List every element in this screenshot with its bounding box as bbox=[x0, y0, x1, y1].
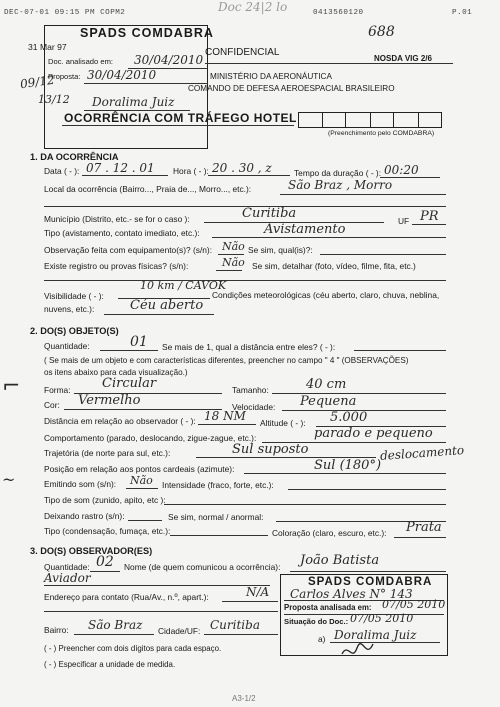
comportamento-value: parado e pequeno bbox=[314, 426, 433, 441]
nuvens-value: Céu aberto bbox=[130, 298, 204, 313]
situacao-value: 07/05 2010 bbox=[350, 612, 414, 625]
a-label: a) bbox=[318, 634, 326, 644]
velocidade-value: Pequena bbox=[300, 394, 357, 409]
top-stamp-title: SPADS COMDABRA bbox=[80, 26, 214, 40]
coloracao-label: Coloração (claro, escuro, etc.): bbox=[272, 528, 387, 538]
side-number: 09/12 bbox=[19, 72, 56, 92]
municipio-value: Curitiba bbox=[242, 206, 297, 221]
altitude-value: 5.000 bbox=[330, 410, 368, 425]
forma-value: Circular bbox=[102, 376, 157, 391]
bottom-proposta-value: 07/05 2010 bbox=[382, 598, 446, 611]
scribble-signature bbox=[340, 640, 376, 664]
velocidade-label: Velocidade: bbox=[232, 402, 276, 412]
tipo-som-label: Tipo de som (zunido, apito, etc ): bbox=[44, 495, 166, 505]
endereco-value: N/A bbox=[246, 585, 270, 599]
observacao-value: Não bbox=[222, 240, 245, 253]
tipo-value: Avistamento bbox=[264, 222, 346, 237]
note-line-2: os itens abaixo para cada visualização.) bbox=[44, 368, 188, 377]
foot-note-1: ( - ) Preencher com dois dígitos para cada espaço. bbox=[44, 644, 222, 653]
distancia-label: Se mais de 1, qual a distância entre eles? ( - ): bbox=[162, 342, 336, 352]
municipio-label: Município (Distrito, etc.- se for o caso ): bbox=[44, 214, 190, 224]
bottom-stamp-title: SPADS COMDABRA bbox=[308, 576, 433, 588]
tipo-label: Tipo (avistamento, contato imediato, etc.): bbox=[44, 228, 200, 238]
obs-quantidade-label: Quantidade: bbox=[44, 562, 90, 572]
quantidade-label: Quantidade: bbox=[44, 341, 90, 351]
posicao-label: Posição em relação aos pontos cardeais (azimute): bbox=[44, 464, 235, 474]
section-3-title: 3. DO(S) OBSERVADOR(ES) bbox=[30, 546, 153, 556]
hora-label: Hora ( - ): bbox=[173, 166, 209, 176]
fax-header-center: 0413560120 bbox=[313, 9, 364, 17]
margin-dash: ~ bbox=[2, 470, 16, 489]
confidencial-label: CONFIDENCIAL bbox=[205, 47, 280, 58]
emitindo-label: Emitindo som (s/n): bbox=[44, 479, 117, 489]
coloracao-value: Prata bbox=[406, 520, 442, 535]
forma-label: Forma: bbox=[44, 385, 71, 395]
page-mark: 688 bbox=[368, 24, 395, 40]
posicao-value: Sul (180°) bbox=[314, 458, 382, 473]
section-1-title: 1. DA OCORRÊNCIA bbox=[30, 152, 119, 162]
quantidade-value: 01 bbox=[130, 334, 148, 350]
registro-label: Existe registro ou provas físicas? (s/n): bbox=[44, 261, 189, 271]
foot-note-2: ( - ) Especificar a unidade de medida. bbox=[44, 660, 176, 669]
bottom-stamp-line1: Carlos Alves N° 143 bbox=[290, 587, 413, 601]
cor-value: Vermelho bbox=[78, 393, 141, 408]
footer-code: A3-1/2 bbox=[232, 694, 256, 703]
ministry-label: MINISTÉRIO DA AERONÁUTICA bbox=[210, 72, 332, 81]
form-title: OCORRÊNCIA COM TRÁFEGO HOTEL bbox=[64, 111, 297, 125]
uf-value: PR bbox=[420, 209, 439, 224]
distancia-obs-label: Distância em relação ao observador ( - ): bbox=[44, 416, 196, 426]
distancia-obs-value: 18 NM bbox=[204, 409, 246, 423]
form-ref: NOSDA VIG 2/6 bbox=[374, 54, 432, 63]
condicoes-label: Condições meteorológicas (céu aberto, claro, chuva, neblina, bbox=[212, 290, 440, 300]
rastro-label: Deixando rastro (s/n): bbox=[44, 511, 125, 521]
proposta-value: 30/04/2010 bbox=[87, 68, 157, 82]
emitindo-value: Não bbox=[130, 474, 153, 487]
fill-note: (Preenchimento pelo COMDABRA) bbox=[328, 130, 435, 137]
registro-value: Não bbox=[222, 256, 245, 269]
margin-mark: ⌐ bbox=[2, 374, 21, 399]
trajetoria-extra: deslocamento bbox=[379, 443, 465, 463]
proposta-label: Proposta: bbox=[48, 72, 81, 81]
altitude-label: Altitude ( - ): bbox=[260, 418, 306, 428]
top-stamp-signature: Doralima Juiz bbox=[92, 95, 175, 109]
command-label: COMANDO DE DEFESA AEROESPACIAL BRASILEIRO bbox=[188, 84, 395, 93]
visibilidade-label: Visibilidade ( - ): bbox=[44, 291, 104, 301]
observacao-label: Observação feita com equipamento(s)? (s/n): bbox=[44, 245, 213, 255]
nome-extra: Aviador bbox=[44, 571, 91, 585]
cidade-label: Cidade/UF: bbox=[158, 626, 201, 636]
se-sim-label: Se sim, qual(is)?: bbox=[248, 245, 313, 255]
check-mark: 13/12 bbox=[38, 93, 70, 106]
endereco-label: Endereço para contato (Rua/Av., n.º, apart.): bbox=[44, 592, 209, 602]
registro-tail: Se sim, detalhar (foto, vídeo, filme, fita, etc.) bbox=[252, 261, 416, 271]
tipo-rastro-label: Tipo (condensação, fumaça, etc.): bbox=[44, 526, 171, 536]
duracao-label: Tempo da duração ( - ): bbox=[294, 168, 382, 178]
bottom-signature: Doralima Juiz bbox=[334, 628, 417, 642]
doc-analisado-label: Doc. analisado em: bbox=[48, 57, 114, 66]
cidade-value: Curitiba bbox=[210, 618, 260, 632]
top-stamp bbox=[44, 25, 208, 149]
doc-analisado-value: 30/04/2010 bbox=[134, 53, 204, 67]
intensidade-label: Intensidade (fraco, forte, etc.): bbox=[162, 480, 274, 490]
rastro-tail: Se sim, normal / anormal: bbox=[168, 512, 264, 522]
tamanho-label: Tamanho: bbox=[232, 385, 269, 395]
note-line-1: ( Se mais de um objeto e com características diferentes, preencher no campo " 4 " (OBSERVAÇÕES) bbox=[44, 356, 409, 365]
nome-label: Nome (de quem comunicou a ocorrência): bbox=[124, 562, 281, 572]
bairro-value: São Braz bbox=[88, 618, 143, 632]
data-label: Data ( - ): bbox=[44, 166, 80, 176]
situacao-label: Situação do Doc.: bbox=[284, 617, 349, 626]
fax-header-right: P.01 bbox=[452, 9, 473, 17]
duracao-value: 00:20 bbox=[384, 163, 419, 177]
local-value: São Braz , Morro bbox=[288, 178, 393, 192]
data-value: 07 . 12 . 01 bbox=[86, 161, 155, 175]
cor-label: Cor: bbox=[44, 400, 60, 410]
nome-value: João Batista bbox=[300, 553, 380, 568]
hora-value: 20 . 30 , z bbox=[212, 161, 272, 175]
obs-quantidade-value: 02 bbox=[96, 554, 114, 570]
bottom-proposta-label: Proposta analisada em: bbox=[284, 603, 372, 612]
local-label: Local da ocorrência (Bairro..., Praia de..., Morro..., etc.): bbox=[44, 184, 252, 194]
tamanho-value: 40 cm bbox=[306, 377, 347, 392]
section-2-title: 2. DO(S) OBJETO(S) bbox=[30, 326, 119, 336]
trajetoria-label: Trajetória (de norte para sul, etc.): bbox=[44, 448, 171, 458]
top-stamp-date: 31 Mar 97 bbox=[28, 42, 67, 52]
visibilidade-value: 10 km / CAVOK bbox=[140, 279, 227, 292]
bairro-label: Bairro: bbox=[44, 625, 69, 635]
comportamento-label: Comportamento (parado, deslocando, zigue-zague, etc.): bbox=[44, 433, 257, 443]
nuvens-label: nuvens, etc.): bbox=[44, 304, 95, 314]
uf-label: UF bbox=[398, 216, 410, 226]
trajetoria-value: Sul suposto bbox=[232, 442, 309, 457]
top-scribble: Doc 24|2 lo bbox=[218, 0, 288, 14]
fax-header-left: DEC-07-01 09:15 PM COPM2 bbox=[4, 9, 126, 17]
